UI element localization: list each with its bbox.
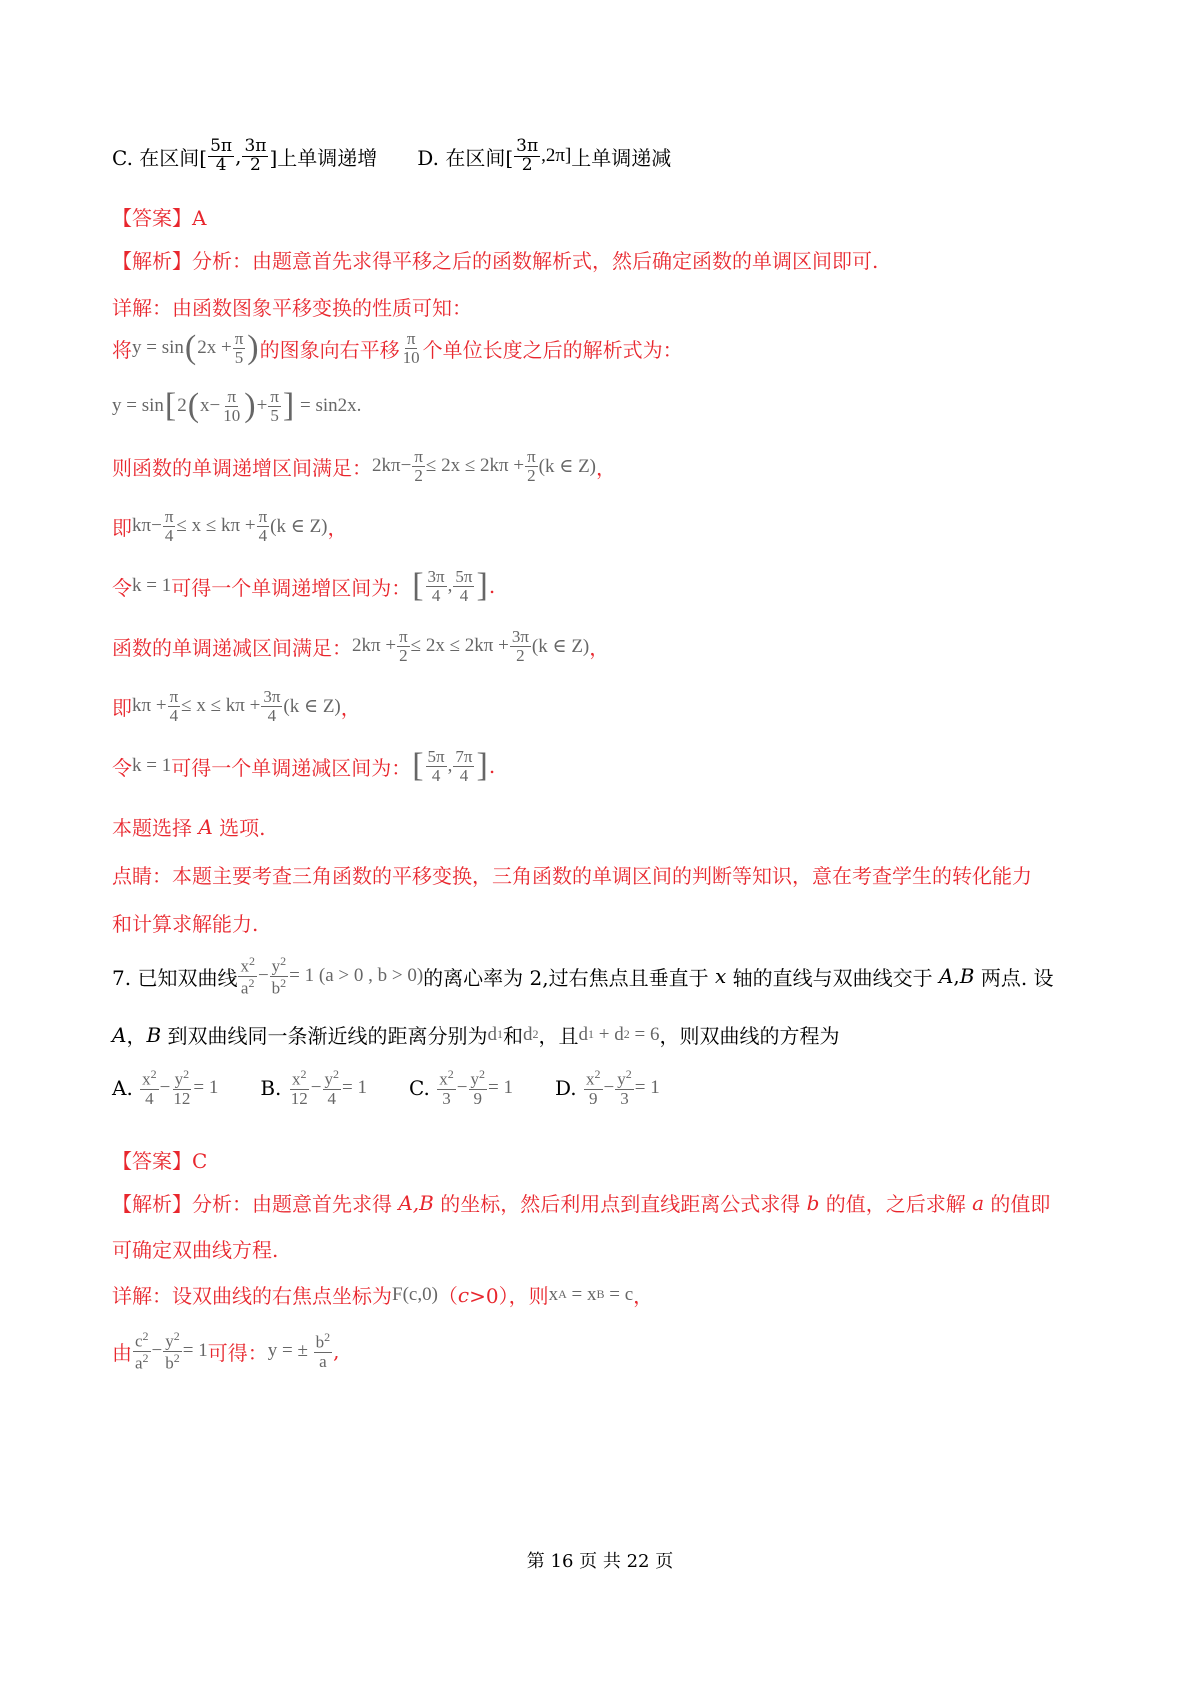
- increasing-simplified: 即 kπ− $\frac{\pi}{4}$ ≤ x ≤ kπ + $\frac{\pi}{4}$ (k ∈ Z) ，: [112, 507, 348, 545]
- analysis-q7: 【解析】 分析：由题意首先求得 A,B 的坐标，然后利用点到直线距离公式求得 b 的值，之后求解 a 的值即: [112, 1190, 1051, 1216]
- option-c-prefix: C. 在区间[: [112, 145, 208, 170]
- option-d-interval-end: ,2π]: [541, 145, 572, 167]
- option-c-suffix: ]上单调递增: [269, 145, 378, 170]
- fraction: $\frac{3\pi}{2}$: [516, 136, 539, 175]
- fraction: $\frac{5\pi}{4}$: [210, 136, 233, 175]
- option-c-d-row: C. 在区间[ $\frac{5\pi}{4}$ , $\frac{3\pi}{2}$ ]上单调递增 D. 在区间[ $\frac{3\pi}{2}$ ,2π] 上单调递减: [112, 136, 672, 175]
- comment-line-2: 和计算求解能力.: [112, 912, 259, 936]
- answer-q7: 【答案】C: [112, 1149, 208, 1173]
- analysis-q6: 【解析】 分析：由题意首先求得平移之后的函数解析式，然后确定函数的单调区间即可.: [112, 249, 879, 273]
- comment-line-1: 点睛：本题主要考查三角函数的平移变换，三角函数的单调区间的判断等知识，意在考查学生的转化能力: [112, 864, 1032, 888]
- detail-q7: 详解：设双曲线的右焦点坐标为 F(c,0) （ c >0），则 x A = x B = c ，: [112, 1282, 654, 1308]
- shift-function: y = sin ( 2x + $\frac{\pi}{5}$ ): [132, 329, 259, 367]
- analysis-q7-line-2: 可确定双曲线方程.: [112, 1238, 279, 1262]
- fraction: $\frac{3\pi}{2}$: [244, 136, 267, 175]
- decreasing-simplified: 即 kπ + $\frac{\pi}{4}$ ≤ x ≤ kπ + $\frac{3\pi}{4}$ (k ∈ Z) ，: [112, 687, 361, 725]
- derivation-q7: 由 $\frac{c^2}{a^2}$ − $\frac{y^2}{b^2}$ = 1 可得： y = ± $\frac{b^2}{a}$ ,: [112, 1329, 340, 1373]
- q7-option: C. $\frac{x^2}{3}$ − $\frac{y^2}{9}$ = 1: [408, 1067, 513, 1108]
- option-d-suffix: 上单调递减: [571, 145, 672, 170]
- detail-q6: 详解：由函数图象平移变换的性质可知：: [112, 296, 472, 320]
- q7-option: A. $\frac{x^2}{4}$ − $\frac{y^2}{12}$ = 1: [112, 1067, 219, 1108]
- decreasing-interval: 令 k = 1 可得一个单调递减区间为： [ $\frac{5\pi}{4}$ , $\frac{7\pi}{4}$ ] .: [112, 747, 496, 785]
- increasing-condition: 则函数的单调递增区间满足： 2kπ− $\frac{\pi}{2}$ ≤ 2x ≤ 2kπ + $\frac{\pi}{2}$ (k ∈ Z) ，: [112, 447, 616, 485]
- page-footer: 第 16 页 共 22 页: [526, 1551, 674, 1572]
- q7-option: D. $\frac{x^2}{9}$ − $\frac{y^2}{3}$ = 1: [554, 1067, 660, 1108]
- q7-stem-line-1: 7. 已知双曲线 $\frac{x^2}{a^2}$ − $\frac{y^2}{b^2}$ = 1 (a > 0 , b > 0) 的离心率为 2,过右焦点且垂直于 x 轴的直线与双曲线交于 A , B 两点. 设: [112, 954, 1054, 998]
- q7-stem-line-2: A ， B 到双曲线同一条渐近线的距离分别为 d 1 和 d 2 ，且 d 1 + d 2 = 6 ，则双曲线的方程为: [112, 1022, 840, 1048]
- q7-option: B. $\frac{x^2}{12}$ − $\frac{y^2}{4}$ = 1: [260, 1067, 367, 1108]
- increasing-interval: 令 k = 1 可得一个单调递增区间为： [ $\frac{3\pi}{4}$ , $\frac{5\pi}{4}$ ] .: [112, 567, 496, 605]
- result-line: [112, 388, 361, 425]
- choose-line: 本题选择 A 选项.: [112, 814, 266, 840]
- answer-q6: 【答案】A: [112, 206, 207, 230]
- shift-line: 将 y = sin ( 2x + $\frac{\pi}{5}$ ) 的图象向右平移 $\frac{\pi}{10}$ 个单位长度之后的解析式为：: [112, 329, 683, 367]
- q7-options: [112, 1068, 702, 1107]
- option-d-prefix: D. 在区间[: [417, 145, 514, 170]
- decreasing-condition: 函数的单调递减区间满足： 2kπ + $\frac{\pi}{2}$ ≤ 2x ≤ 2kπ + $\frac{3\pi}{2}$ (k ∈ Z) ，: [112, 627, 610, 665]
- result-expression: y = sin [ 2 ( x− $\frac{\pi}{10}$ ) + $\frac{\pi}{5}$ ] = sin2x.: [112, 387, 362, 425]
